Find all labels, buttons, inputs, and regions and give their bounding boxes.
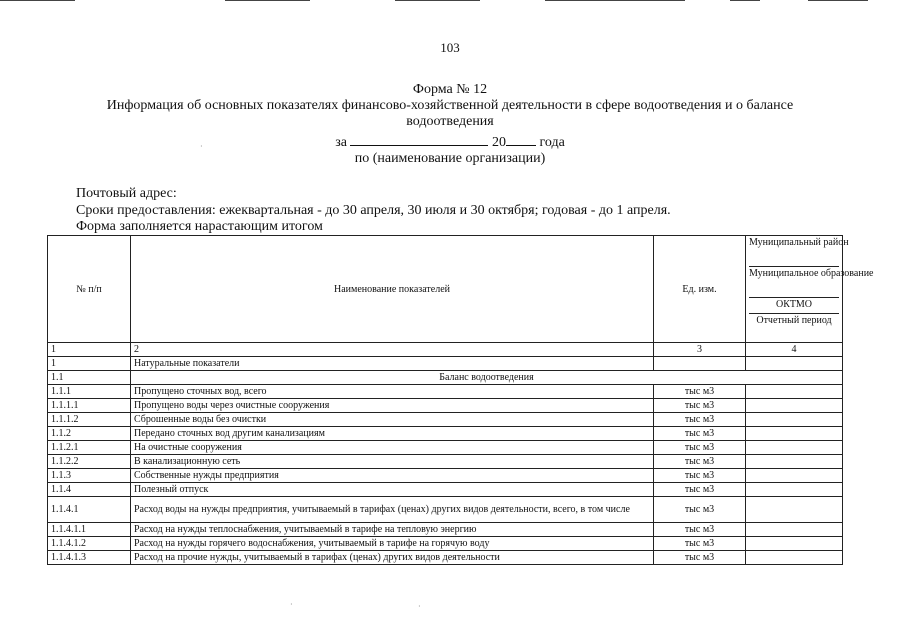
- row-unit: тыс м3: [654, 385, 746, 399]
- scan-edge-line: [545, 0, 685, 1]
- row-indicator-name: Расход на нужды горячего водоснабжения, учитываемый в тарифе на горячую воду: [131, 537, 654, 551]
- indicators-table: [47, 235, 874, 565]
- period-line: [0, 133, 900, 151]
- row-indicator-name: Расход воды на нужды предприятия, учитываемый в тарифах (ценах) других видов деятельности, всего, в том числе: [131, 497, 654, 523]
- row-number: 1.1.1.2: [48, 413, 131, 427]
- header-row: [48, 236, 843, 343]
- section-name: Натуральные показатели: [131, 357, 654, 371]
- row-number: 1.1.2.1: [48, 441, 131, 455]
- col-number-3: 3: [654, 343, 746, 357]
- scan-speck: ·: [200, 142, 203, 151]
- scan-edge-line: [395, 0, 480, 1]
- row-indicator-name: Сброшенные воды без очистки: [131, 413, 654, 427]
- scan-edge-line: [0, 0, 75, 1]
- header-name: Наименование показателей: [131, 236, 654, 343]
- header-municipal-district: Муниципальный район: [749, 236, 839, 267]
- row-indicator-name: Собственные нужды предприятия: [131, 469, 654, 483]
- scan-speck: ·: [418, 602, 421, 611]
- value-cell[interactable]: [746, 357, 843, 371]
- row-unit: тыс м3: [654, 399, 746, 413]
- cumulative-note: Форма заполняется нарастающим итогом: [76, 219, 323, 234]
- row-unit: тыс м3: [654, 441, 746, 455]
- period-blank[interactable]: [350, 133, 488, 146]
- row-value-cell[interactable]: [746, 523, 843, 537]
- row-indicator-name: Пропущено сточных вод, всего: [131, 385, 654, 399]
- header-unit: Ед. изм.: [654, 236, 746, 343]
- deadlines: Сроки предоставления: ежеквартальная - до 30 апреля, 30 июля и 30 октября; годовая - до 1 апреля.: [76, 203, 671, 218]
- table-row: [48, 469, 843, 483]
- row-number: 1.1.4: [48, 483, 131, 497]
- row-value-cell[interactable]: [746, 427, 843, 441]
- row-value-cell[interactable]: [746, 497, 843, 523]
- table-row: [48, 497, 843, 523]
- row-unit: тыс м3: [654, 413, 746, 427]
- row-unit: тыс м3: [654, 455, 746, 469]
- row-value-cell[interactable]: [746, 483, 843, 497]
- row-unit: тыс м3: [654, 469, 746, 483]
- row-value-cell[interactable]: [746, 469, 843, 483]
- row-number: 1.1.4.1.1: [48, 523, 131, 537]
- table-row: [48, 427, 843, 441]
- form-subtitle-line2: водоотведения: [406, 114, 494, 129]
- row-number: 1.1.4.1: [48, 497, 131, 523]
- row-unit: тыс м3: [654, 497, 746, 523]
- org-line: по (наименование организации): [354, 151, 546, 166]
- section-num: 1: [48, 357, 131, 371]
- header-num: № п/п: [48, 236, 131, 343]
- row-value-cell[interactable]: [746, 455, 843, 469]
- col-number-2: 2: [131, 343, 654, 357]
- form-title: Форма № 12: [412, 82, 488, 97]
- row-indicator-name: В канализационную сеть: [131, 455, 654, 469]
- row-indicator-name: Расход на прочие нужды, учитываемый в тарифах (ценах) других видов деятельности: [131, 551, 654, 565]
- row-indicator-name: Пропущено воды через очистные сооружения: [131, 399, 654, 413]
- period-suffix: года: [539, 135, 565, 150]
- subsection-num: 1.1: [48, 371, 131, 385]
- table-row: [48, 523, 843, 537]
- subsection-row: [48, 371, 843, 385]
- period-year: 20: [491, 135, 506, 150]
- row-unit: тыс м3: [654, 523, 746, 537]
- row-number: 1.1.4.1.3: [48, 551, 131, 565]
- row-number: 1.1.4.1.2: [48, 537, 131, 551]
- row-unit: тыс м3: [654, 537, 746, 551]
- table-row: [48, 537, 843, 551]
- subsection-name: Баланс водоотведения: [131, 371, 843, 385]
- header-side-block: [746, 236, 874, 343]
- table-row: [48, 413, 843, 427]
- header-reporting-period: Отчетный период: [756, 315, 832, 326]
- table-row: [48, 399, 843, 413]
- row-unit: тыс м3: [654, 551, 746, 565]
- row-unit: тыс м3: [654, 483, 746, 497]
- column-numbers-row: [48, 343, 843, 357]
- table-row: [48, 551, 843, 565]
- year-blank[interactable]: [506, 133, 536, 146]
- row-indicator-name: На очистные сооружения: [131, 441, 654, 455]
- row-number: 1.1.2: [48, 427, 131, 441]
- header-municipal-entity: Муниципальное образование: [749, 267, 839, 298]
- table-row: [48, 385, 843, 399]
- scan-edge-line: [225, 0, 310, 1]
- row-indicator-name: Расход на нужды теплоснабжения, учитываемый в тарифе на тепловую энергию: [131, 523, 654, 537]
- row-number: 1.1.1: [48, 385, 131, 399]
- data-rows: [48, 385, 843, 565]
- row-value-cell[interactable]: [746, 537, 843, 551]
- scan-edge-line: [730, 0, 760, 1]
- form-subtitle-line1: Информация об основных показателях финансово-хозяйственной деятельности в сфере водоотведения и о балансе: [106, 98, 794, 113]
- section-row: [48, 357, 843, 371]
- row-value-cell[interactable]: [746, 413, 843, 427]
- row-number: 1.1.1.1: [48, 399, 131, 413]
- row-number: 1.1.2.2: [48, 455, 131, 469]
- row-value-cell[interactable]: [746, 441, 843, 455]
- period-prefix: за: [335, 135, 347, 150]
- table-row: [48, 441, 843, 455]
- scan-speck: ·: [290, 600, 293, 609]
- scan-edge-line: [808, 0, 868, 1]
- col-number-4: 4: [746, 343, 843, 357]
- page-number: 103: [440, 40, 460, 55]
- row-unit: тыс м3: [654, 427, 746, 441]
- col-number-1: 1: [48, 343, 131, 357]
- row-value-cell[interactable]: [746, 551, 843, 565]
- row-number: 1.1.3: [48, 469, 131, 483]
- postal-address: Почтовый адрес:: [76, 186, 177, 201]
- row-value-cell[interactable]: [746, 399, 843, 413]
- unit-cell: [654, 357, 746, 371]
- header-oktmo: ОКТМО: [749, 298, 839, 314]
- table-row: [48, 483, 843, 497]
- row-value-cell[interactable]: [746, 385, 843, 399]
- row-indicator-name: Передано сточных вод другим канализациям: [131, 427, 654, 441]
- row-indicator-name: Полезный отпуск: [131, 483, 654, 497]
- table-row: [48, 455, 843, 469]
